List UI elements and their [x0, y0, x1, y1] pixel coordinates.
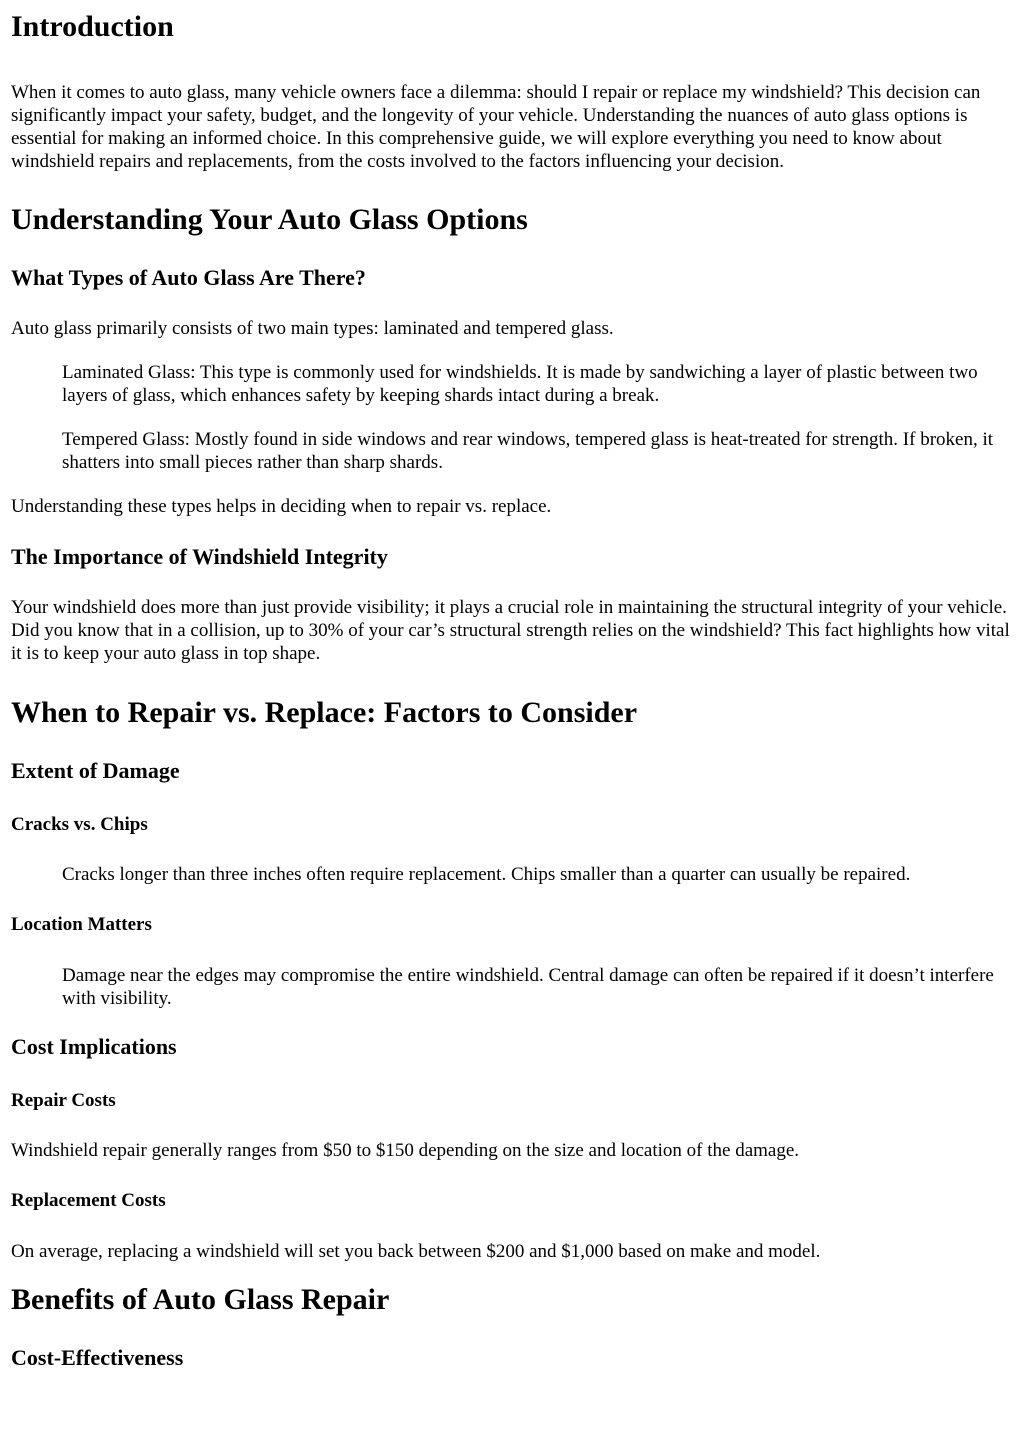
article	[0, 10, 1024, 1371]
cost-implications-heading: Cost Implications	[11, 1034, 177, 1059]
cracks-vs-chips-quote: Cracks longer than three inches often require replacement. Chips smaller than a quarter can usually be repaired.	[62, 864, 911, 885]
introduction-heading: Introduction	[11, 10, 174, 43]
auto-glass-options-heading: Understanding Your Auto Glass Options	[11, 203, 528, 236]
glass-types-heading: What Types of Auto Glass Are There?	[11, 265, 366, 290]
windshield-integrity-paragraph: Your windshield does more than just provide visibility; it plays a crucial role in maintaining the structural integrity of your vehicle. Did you know that in a collision, up to 30% of your car’s structural strength relies on the windshield? This fact highlights how vital it is to keep your auto glass in top shape.	[11, 597, 1010, 664]
benefits-heading: Benefits of Auto Glass Repair	[11, 1283, 390, 1316]
extent-of-damage-heading: Extent of Damage	[11, 758, 180, 783]
repair-vs-replace-heading: When to Repair vs. Replace: Factors to Consider	[11, 696, 638, 729]
tempered-glass-quote: Tempered Glass: Mostly found in side windows and rear windows, tempered glass is heat-treated for strength. If broken, it shatters into small pieces rather than sharp shards.	[62, 429, 994, 473]
glass-types-summary: Understanding these types helps in deciding when to repair vs. replace.	[11, 496, 552, 517]
glass-types-paragraph: Auto glass primarily consists of two main types: laminated and tempered glass.	[11, 318, 614, 339]
location-matters-quote: Damage near the edges may compromise the entire windshield. Central damage can often be repaired if it doesn’t interfere with visibility.	[62, 965, 994, 1009]
cost-effectiveness-heading: Cost-Effectiveness	[11, 1345, 184, 1370]
location-matters-heading: Location Matters	[11, 914, 152, 935]
windshield-integrity-heading: The Importance of Windshield Integrity	[11, 544, 388, 569]
replacement-costs-heading: Replacement Costs	[11, 1190, 166, 1211]
repair-costs-paragraph: Windshield repair generally ranges from $50 to $150 depending on the size and location of the damage.	[11, 1140, 800, 1161]
laminated-glass-quote: Laminated Glass: This type is commonly used for windshields. It is made by sandwiching a layer of plastic between two layers of glass, which enhances safety by keeping shards intact during a break.	[62, 362, 978, 406]
cracks-vs-chips-heading: Cracks vs. Chips	[11, 814, 148, 835]
introduction-paragraph: When it comes to auto glass, many vehicle owners face a dilemma: should I repair or replace my windshield? This decision can significantly impact your safety, budget, and the longevity of your vehicle. Understanding the nuances of auto glass options is essential for making an informed choice. In this comprehensive guide, we will explore everything you need to know about windshield repairs and replacements, from the costs involved to the factors influencing your decision.	[11, 82, 981, 172]
replacement-costs-paragraph: On average, replacing a windshield will set you back between $200 and $1,000 based on make and model.	[11, 1241, 821, 1262]
repair-costs-heading: Repair Costs	[11, 1090, 116, 1111]
